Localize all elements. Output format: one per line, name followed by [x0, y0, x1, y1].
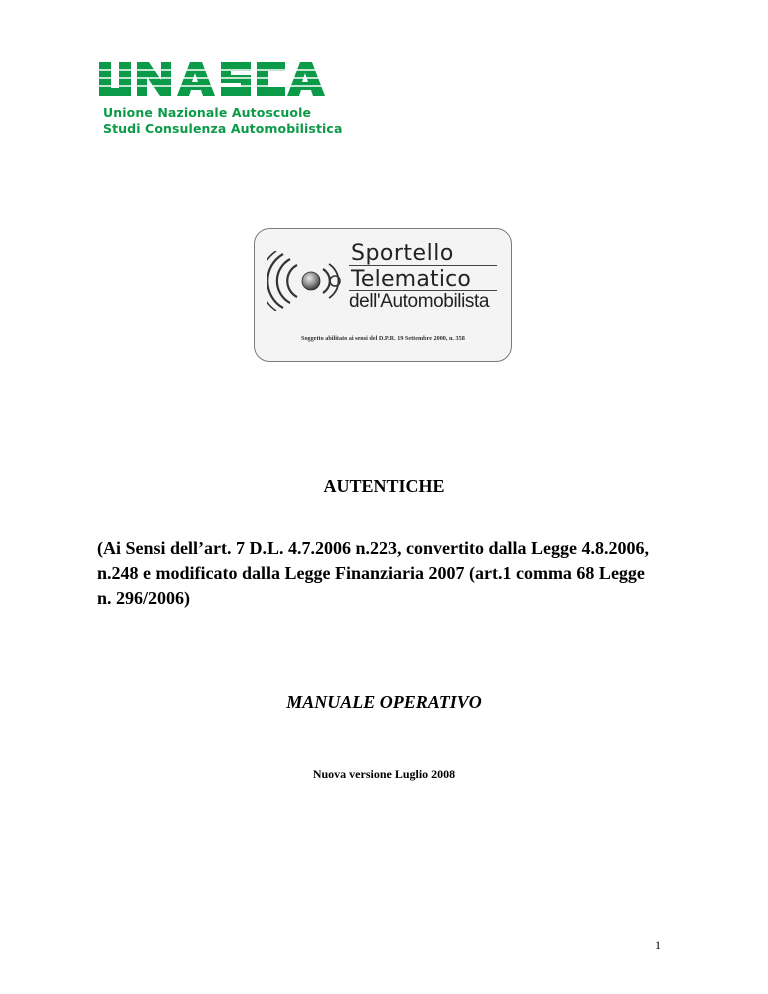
stamp-line-automobilista: dell'Automobilista [349, 291, 490, 312]
sportello-telematico-badge [254, 228, 512, 362]
unasca-subtitle-line2: Studi Consulenza Automobilistica [103, 121, 343, 136]
manual-heading: MANUALE OPERATIVO [286, 692, 482, 712]
page-number: 1 [655, 938, 661, 952]
unasca-logo [97, 58, 343, 138]
stamp-footer-note: Soggetto abilitato ai sensi del D.P.R. 19 Settembre 2000, n. 358 [301, 335, 465, 342]
unasca-wordmark-logo [97, 58, 325, 104]
unasca-subtitle-line1: Unione Nazionale Autoscuole [103, 105, 312, 120]
stamp-divider [349, 265, 497, 266]
document-title: AUTENTICHE [323, 476, 445, 496]
document-subtitle: (Ai Sensi dell’art. 7 D.L. 4.7.2006 n.223, convertito dalla Legge 4.8.2006, n.248 e modificato dalla Legge Finanziaria 2007 (art.1 comma 68 Legge n. 296/2006) [97, 538, 649, 608]
stamp-line-telematico: Telematico [351, 267, 472, 292]
version-note: Nuova versione Luglio 2008 [312, 767, 456, 781]
signal-waves-icon [267, 251, 353, 311]
stamp-line-sportello: Sportello [351, 241, 454, 266]
